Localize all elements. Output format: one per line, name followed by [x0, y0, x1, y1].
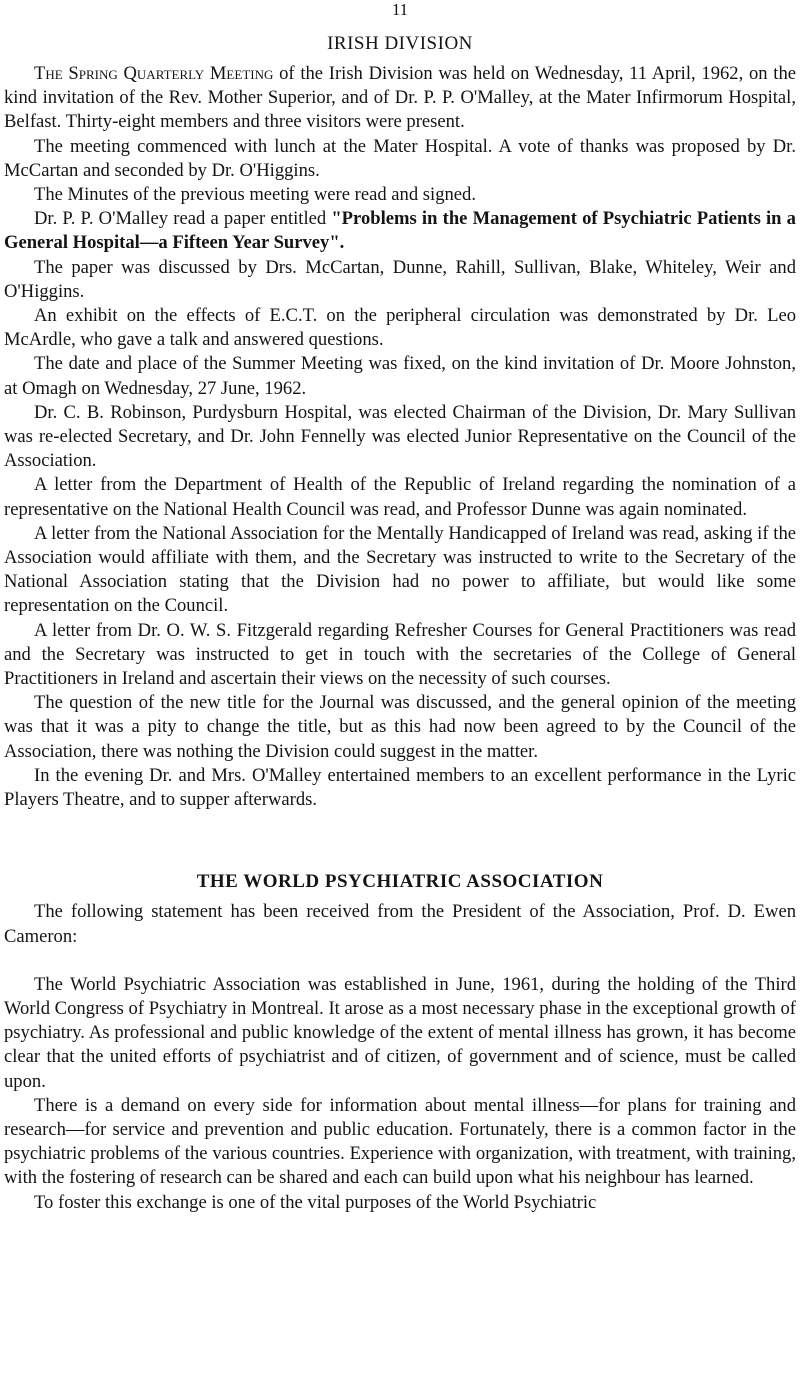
irish-division-section — [4, 32, 796, 812]
paragraph: The World Psychiatric Association was established in June, 1961, during the holding of the Third World Congress of Psychiatry in Montreal. It arose as a most necessary phase in the exceptional growth of psychiatry. As professional and public knowledge of the extent of mental illness has grown, it has become clear that the united efforts of psychiatrist and of citizen, of government and of science, must be called upon. — [4, 973, 796, 1092]
wpa-section — [4, 870, 796, 1214]
section-title-wpa: THE WORLD PSYCHIATRIC ASSOCIATION — [196, 871, 604, 893]
paragraph: There is a demand on every side for information about mental illness—for plans for training and research—for service and prevention and public education. Fortunately, there is a common factor in the psychiatric problems of the various countries. Experience with organization, with treatment, with training, with the fostering of research can be shared and each can build upon what his neighbour has learned. — [4, 1094, 796, 1189]
paragraph-intro — [4, 62, 796, 135]
paragraph-paper — [4, 207, 796, 255]
paragraph: The question of the new title for the Journal was discussed, and the general opinion of the meeting was that it was a pity to change the title, but as this had now been agreed to by the Council of the Association, there was nothing the Division could suggest in the matter. — [4, 692, 796, 762]
paragraph: The meeting commenced with lunch at the Mater Hospital. A vote of thanks was proposed by Dr. McCartan and seconded by Dr. O'Higgins. — [4, 135, 796, 181]
paragraph-spacer — [4, 949, 796, 973]
paragraph: In the evening Dr. and Mrs. O'Malley entertained members to an excellent performance in the Lyric Players Theatre, and to supper afterwards. — [4, 764, 796, 811]
paragraph: An exhibit on the effects of E.C.T. on the peripheral circulation was demonstrated by Dr. Leo McArdle, who gave a talk and answered questions. — [4, 305, 796, 351]
paragraph: The date and place of the Summer Meeting was fixed, on the kind invitation of Dr. Moore Johnston, at Omagh on Wednesday, 27 June, 1962. — [4, 353, 796, 399]
paragraph: To foster this exchange is one of the vital purposes of the World Psychiatric — [34, 1191, 597, 1213]
paragraph: The Minutes of the previous meeting were read and signed. — [34, 184, 476, 206]
page-number: 11 — [391, 0, 409, 19]
paper-lead: Dr. P. P. O'Malley read a paper entitled — [34, 208, 332, 230]
paragraph: A letter from Dr. O. W. S. Fitzgerald regarding Refresher Courses for General Practitioners was read and the Secretary was instructed to get in touch with the secretaries of the College of General Practitioners in Ireland and ascertain their views on the necessity of such courses. — [4, 619, 796, 690]
intro-smallcaps: The Spring Quarterly Meeting — [34, 63, 274, 84]
paragraph: The paper was discussed by Drs. McCartan, Dunne, Rahill, Sullivan, Blake, Whiteley, Weir and O'Higgins. — [4, 256, 796, 302]
paper-title: "Problems in the Management of Psychiatric Patients in a General Hospital—a Fifteen Year Survey". — [4, 208, 796, 254]
paragraph: Dr. C. B. Robinson, Purdysburn Hospital, was elected Chairman of the Division, Dr. Mary Sullivan was re-elected Secretary, and Dr. John Fennelly was elected Junior Representative on the Council of the Association. — [4, 401, 796, 472]
section-title-irish-division: IRISH DIVISION — [327, 33, 473, 54]
intro-text: of the Irish Division was held on Wednesday, 11 April, 1962, on the kind invitation of the Rev. Mother Superior, and of Dr. P. P. O'Malley, at the Mater Infirmorum Hospital, Belfast. Thirty-eight members and three visitors were present. — [4, 63, 796, 133]
paragraph: A letter from the Department of Health of the Republic of Ireland regarding the nomination of a representative on the National Health Council was read, and Professor Dunne was again nominated. — [4, 474, 796, 520]
paragraph: A letter from the National Association for the Mentally Handicapped of Ireland was read, asking if the Association would affiliate with them, and the Secretary was instructed to write to the Secretary of the National Association stating that the Division had no power to affiliate, but would like some representation on the Council. — [4, 522, 796, 617]
paragraph: The following statement has been received from the President of the Association, Prof. D. Ewen Cameron: — [4, 901, 796, 947]
